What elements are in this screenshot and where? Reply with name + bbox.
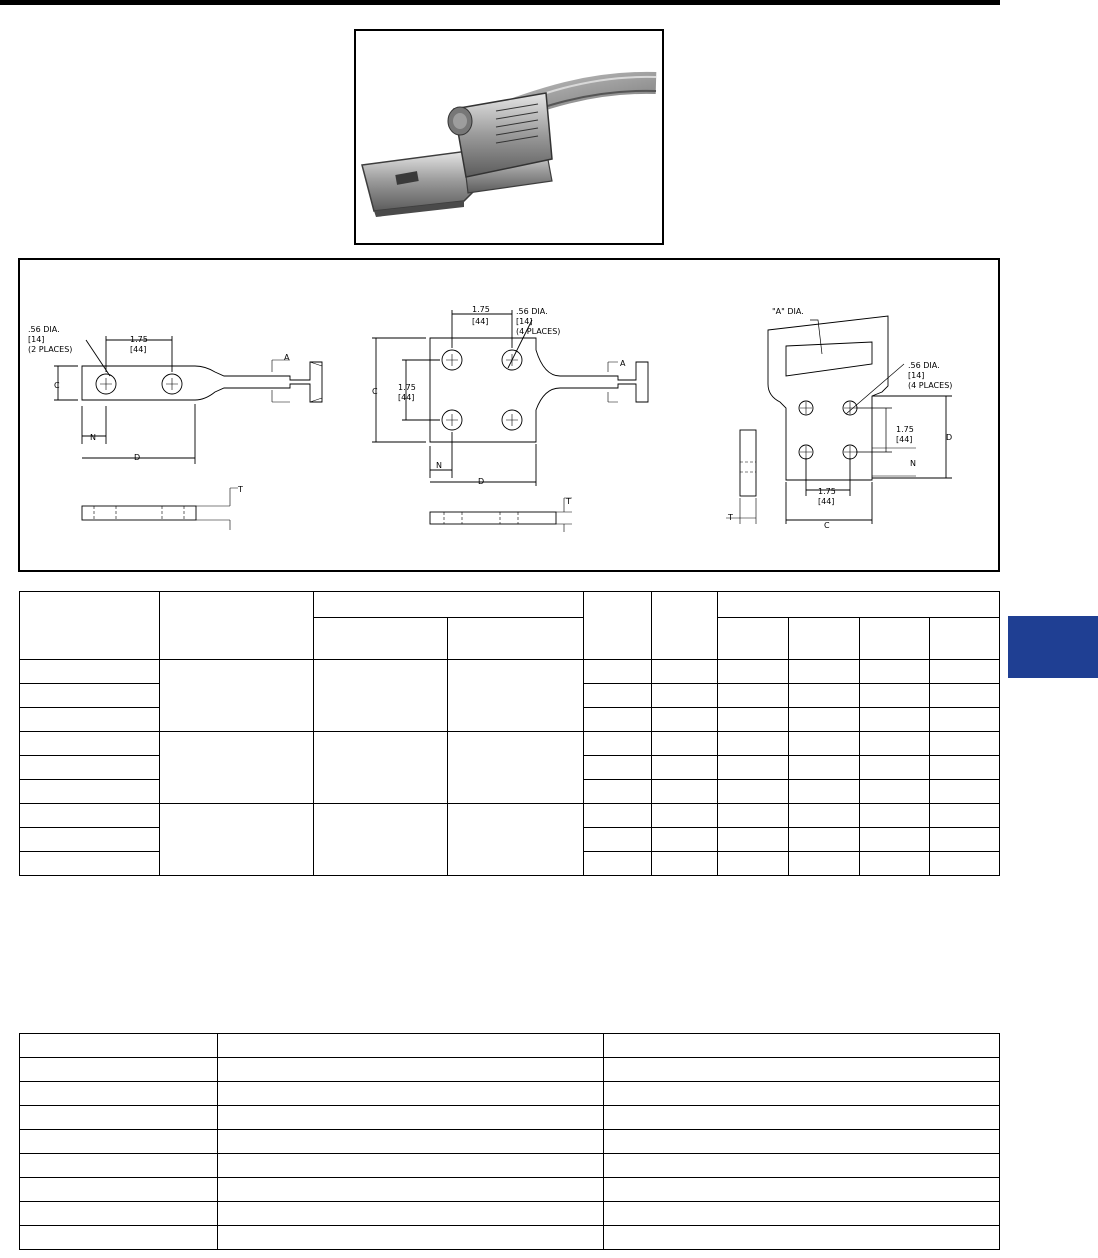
subheader-cell	[789, 618, 860, 660]
dimension-drawings	[18, 258, 1000, 572]
table-cell	[789, 732, 860, 756]
table-cell	[218, 1106, 604, 1130]
table-cell	[789, 684, 860, 708]
table-cell	[652, 708, 718, 732]
table-row	[20, 1226, 1000, 1250]
four-hole-dia-mm: [14]	[516, 317, 533, 326]
four-hole-spacing-top: 1.75	[472, 305, 490, 314]
table-cell	[218, 1034, 604, 1058]
table-row	[20, 1178, 1000, 1202]
two-hole-spacing-mm: [44]	[130, 345, 147, 354]
four-hole-label-n: N	[436, 461, 442, 470]
cable-lug-connector-photo-icon	[356, 31, 662, 243]
table-cell	[604, 1154, 1000, 1178]
table-cell	[718, 684, 789, 708]
table-cell	[930, 828, 1000, 852]
table-cell	[20, 732, 160, 756]
table-cell	[718, 756, 789, 780]
table-row	[20, 660, 1000, 684]
subheader-cell	[718, 618, 789, 660]
table-cell	[584, 828, 652, 852]
angled-hole-places: (4 PLACES)	[908, 381, 953, 390]
table-cell	[789, 780, 860, 804]
table-cell	[218, 1082, 604, 1106]
table-cell	[20, 1130, 218, 1154]
table-cell	[930, 780, 1000, 804]
table-row	[20, 1202, 1000, 1226]
spec-header-row	[20, 592, 1000, 618]
table-cell	[860, 708, 930, 732]
table-row	[20, 1154, 1000, 1178]
table-cell	[20, 804, 160, 828]
table-cell	[604, 1202, 1000, 1226]
table-cell	[652, 780, 718, 804]
table-cell	[789, 660, 860, 684]
table-cell	[218, 1130, 604, 1154]
table-cell	[448, 660, 584, 732]
angled-label-t: T	[728, 513, 733, 522]
table-cell	[860, 684, 930, 708]
four-hole-dia: .56 DIA.	[516, 307, 548, 316]
two-hole-dia-mm: [14]	[28, 335, 45, 344]
two-hole-label-a: A	[284, 353, 290, 362]
table-cell	[604, 1034, 1000, 1058]
two-hole-label-d: D	[134, 453, 141, 462]
table-cell	[652, 804, 718, 828]
table-cell	[652, 732, 718, 756]
angled-spacing-side-mm: [44]	[896, 435, 913, 444]
table-cell	[789, 756, 860, 780]
angled-lug-drawing	[726, 307, 952, 530]
four-hole-label-a: A	[620, 359, 626, 368]
table-cell	[718, 852, 789, 876]
angled-a-dia: "A" DIA.	[772, 307, 804, 316]
table-cell	[604, 1178, 1000, 1202]
table-cell	[218, 1202, 604, 1226]
table-cell	[584, 804, 652, 828]
header-cell	[584, 592, 652, 660]
angled-hole-dia: .56 DIA.	[908, 361, 940, 370]
table-cell	[20, 1106, 218, 1130]
table-cell	[789, 852, 860, 876]
table-cell	[584, 780, 652, 804]
angled-label-n: N	[910, 459, 916, 468]
table-cell	[448, 804, 584, 876]
table-cell	[584, 852, 652, 876]
table-cell	[652, 684, 718, 708]
four-hole-spacing-top-mm: [44]	[472, 317, 489, 326]
table-cell	[930, 660, 1000, 684]
table-cell	[860, 756, 930, 780]
table-cell	[160, 660, 314, 732]
subheader-cell	[448, 618, 584, 660]
top-rule	[0, 0, 1000, 5]
subheader-cell	[930, 618, 1000, 660]
table-cell	[604, 1082, 1000, 1106]
table-cell	[20, 852, 160, 876]
table-cell	[218, 1154, 604, 1178]
four-hole-label-c: C	[372, 387, 378, 396]
table-cell	[652, 828, 718, 852]
table-cell	[789, 708, 860, 732]
angled-label-d: D	[946, 433, 953, 442]
table-cell	[20, 1202, 218, 1226]
table-cell	[584, 660, 652, 684]
table-cell	[604, 1106, 1000, 1130]
table-cell	[314, 732, 448, 804]
code-table	[19, 1033, 1000, 1250]
header-cell	[20, 592, 160, 660]
two-hole-label-t: T	[238, 485, 243, 494]
table-cell	[160, 804, 314, 876]
table-cell	[218, 1178, 604, 1202]
table-cell	[718, 660, 789, 684]
table-cell	[584, 732, 652, 756]
table-cell	[718, 828, 789, 852]
table-cell	[652, 756, 718, 780]
table-cell	[718, 708, 789, 732]
table-cell	[20, 1082, 218, 1106]
four-hole-label-d: D	[478, 477, 485, 486]
table-cell	[604, 1130, 1000, 1154]
table-cell	[930, 756, 1000, 780]
table-cell	[860, 732, 930, 756]
table-cell	[652, 660, 718, 684]
table-cell	[604, 1058, 1000, 1082]
table-cell	[20, 1058, 218, 1082]
two-hole-lug-drawing	[28, 325, 322, 530]
table-cell	[448, 732, 584, 804]
table-cell	[789, 804, 860, 828]
table-cell	[314, 804, 448, 876]
two-hole-dia: .56 DIA.	[28, 325, 60, 334]
table-cell	[930, 852, 1000, 876]
table-row	[20, 1058, 1000, 1082]
table-cell	[20, 780, 160, 804]
header-cell	[652, 592, 718, 660]
table-cell	[860, 852, 930, 876]
product-photo	[354, 29, 664, 245]
subheader-cell	[860, 618, 930, 660]
table-cell	[652, 852, 718, 876]
table-cell	[584, 708, 652, 732]
angled-label-c: C	[824, 521, 830, 530]
table-cell	[20, 684, 160, 708]
header-group-cell	[718, 592, 1000, 618]
two-hole-places: (2 PLACES)	[28, 345, 73, 354]
angled-spacing-bottom-mm: [44]	[818, 497, 835, 506]
table-cell	[930, 684, 1000, 708]
table-cell	[930, 804, 1000, 828]
table-row	[20, 732, 1000, 756]
table-cell	[20, 1226, 218, 1250]
table-cell	[218, 1226, 604, 1250]
header-cell	[160, 592, 314, 660]
section-tab	[1008, 616, 1098, 678]
angled-spacing-bottom: 1.75	[818, 487, 836, 496]
table-cell	[789, 828, 860, 852]
table-header-row	[20, 1034, 1000, 1058]
angled-hole-dia-mm: [14]	[908, 371, 925, 380]
table-cell	[718, 780, 789, 804]
table-cell	[314, 660, 448, 732]
angled-spacing-side: 1.75	[896, 425, 914, 434]
table-cell	[20, 1154, 218, 1178]
table-row	[20, 1082, 1000, 1106]
table-cell	[860, 804, 930, 828]
two-hole-label-c: C	[54, 381, 60, 390]
four-hole-label-t: T	[566, 497, 571, 506]
table-cell	[20, 708, 160, 732]
subheader-cell	[314, 618, 448, 660]
table-cell	[930, 708, 1000, 732]
table-cell	[584, 684, 652, 708]
table-cell	[584, 756, 652, 780]
two-hole-spacing: 1.75	[130, 335, 148, 344]
spec-table	[19, 591, 1000, 876]
table-row	[20, 1130, 1000, 1154]
table-cell	[20, 1178, 218, 1202]
table-row	[20, 804, 1000, 828]
table-cell	[20, 828, 160, 852]
table-cell	[860, 780, 930, 804]
table-cell	[20, 660, 160, 684]
table-cell	[218, 1058, 604, 1082]
table-row	[20, 1106, 1000, 1130]
two-hole-label-n: N	[90, 433, 96, 442]
table-cell	[604, 1226, 1000, 1250]
four-hole-spacing-side: 1.75	[398, 383, 416, 392]
table-cell	[860, 828, 930, 852]
header-group-cell	[314, 592, 584, 618]
table-cell	[930, 732, 1000, 756]
four-hole-places: (4 PLACES)	[516, 327, 561, 336]
table-cell	[860, 660, 930, 684]
four-hole-lug-drawing	[372, 305, 648, 532]
table-cell	[160, 732, 314, 804]
table-cell	[718, 732, 789, 756]
table-cell	[20, 1034, 218, 1058]
table-cell	[20, 756, 160, 780]
table-cell	[718, 804, 789, 828]
four-hole-spacing-side-mm: [44]	[398, 393, 415, 402]
